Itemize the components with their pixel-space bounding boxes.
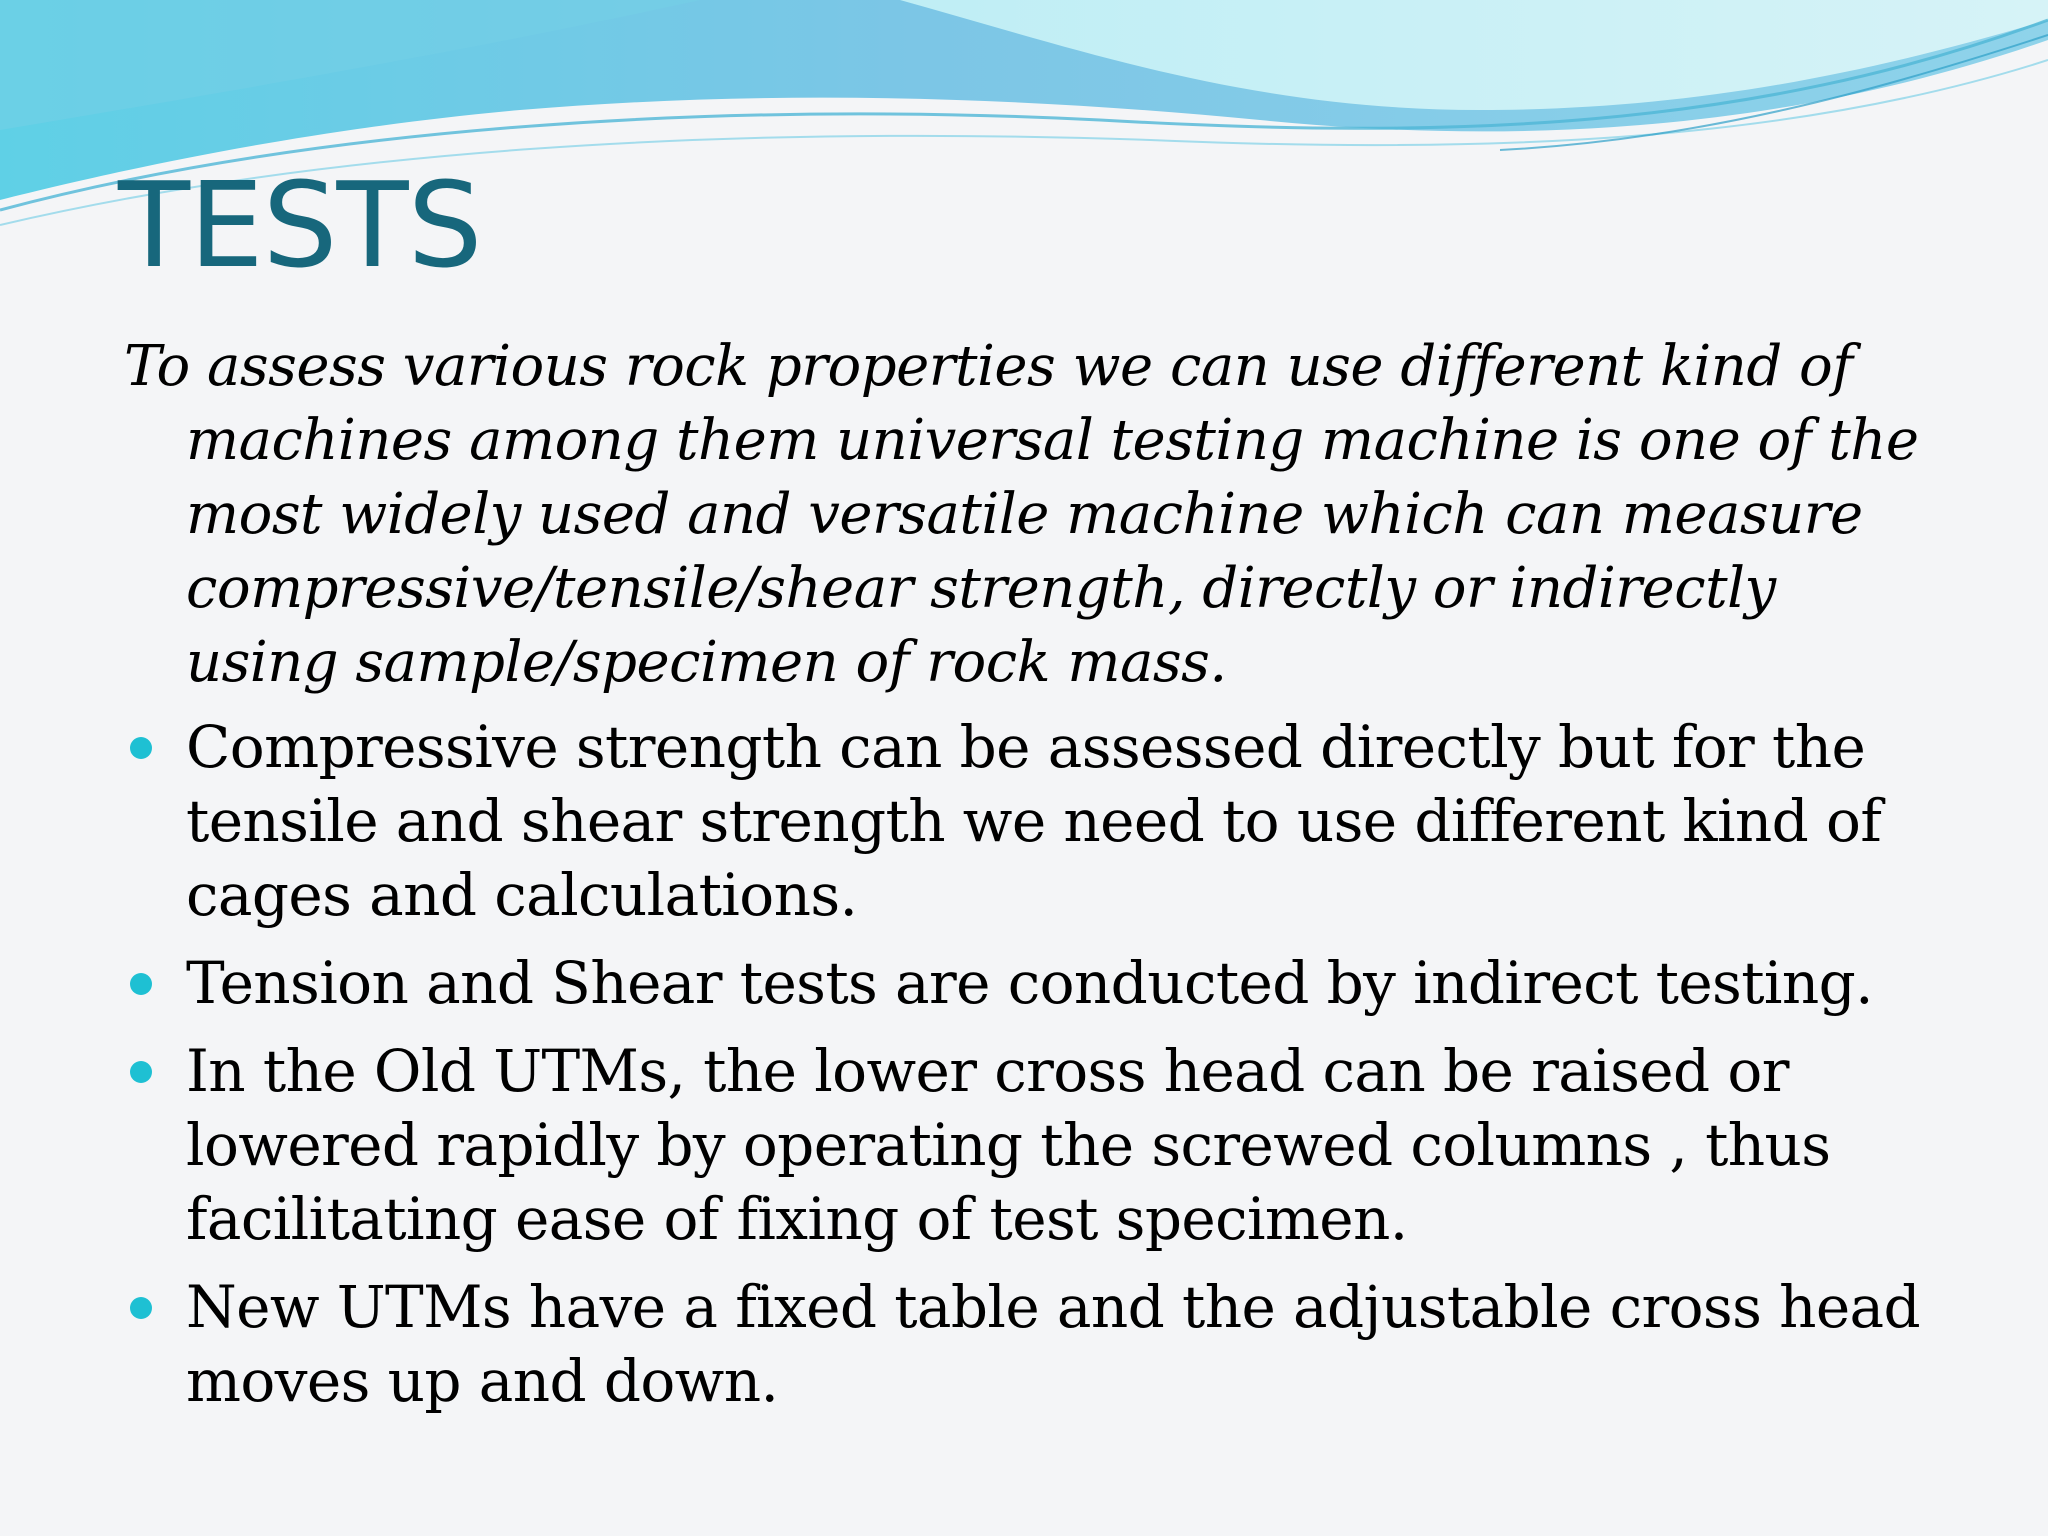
bullet-dot-icon [130, 737, 152, 759]
bullet-text: In the Old UTMs, the lower cross head can be raised or lowered rapidly by operating the screwed columns , thus facilitating ease of fixing of test specimen. [186, 1037, 1831, 1253]
bullet-text: New UTMs have a fixed table and the adjustable cross head moves up and down. [186, 1273, 1921, 1415]
list-item [124, 1270, 1924, 1418]
bullet-dot-icon [130, 973, 152, 995]
bullet-text: Compressive strength can be assessed directly but for the tensile and shear strength we need to use different kind of cages and calculations. [186, 713, 1882, 929]
slide-body [124, 330, 1924, 1432]
list-item [124, 1034, 1924, 1256]
intro-paragraph: To assess various rock properties we can use different kind of machines among them universal testing machine is one of the most widely used and versatile machine which can measure compressive/tensile/shear strength, directly or indirectly using sample/specimen of rock mass. [124, 334, 1919, 695]
slide-title: TESTS [118, 156, 482, 294]
list-item [124, 946, 1924, 1020]
list-item [124, 710, 1924, 932]
bullet-dot-icon [130, 1061, 152, 1083]
bullet-dot-icon [130, 1297, 152, 1319]
bullet-text: Tension and Shear tests are conducted by indirect testing. [186, 949, 1873, 1017]
bullet-list [124, 710, 1924, 1418]
